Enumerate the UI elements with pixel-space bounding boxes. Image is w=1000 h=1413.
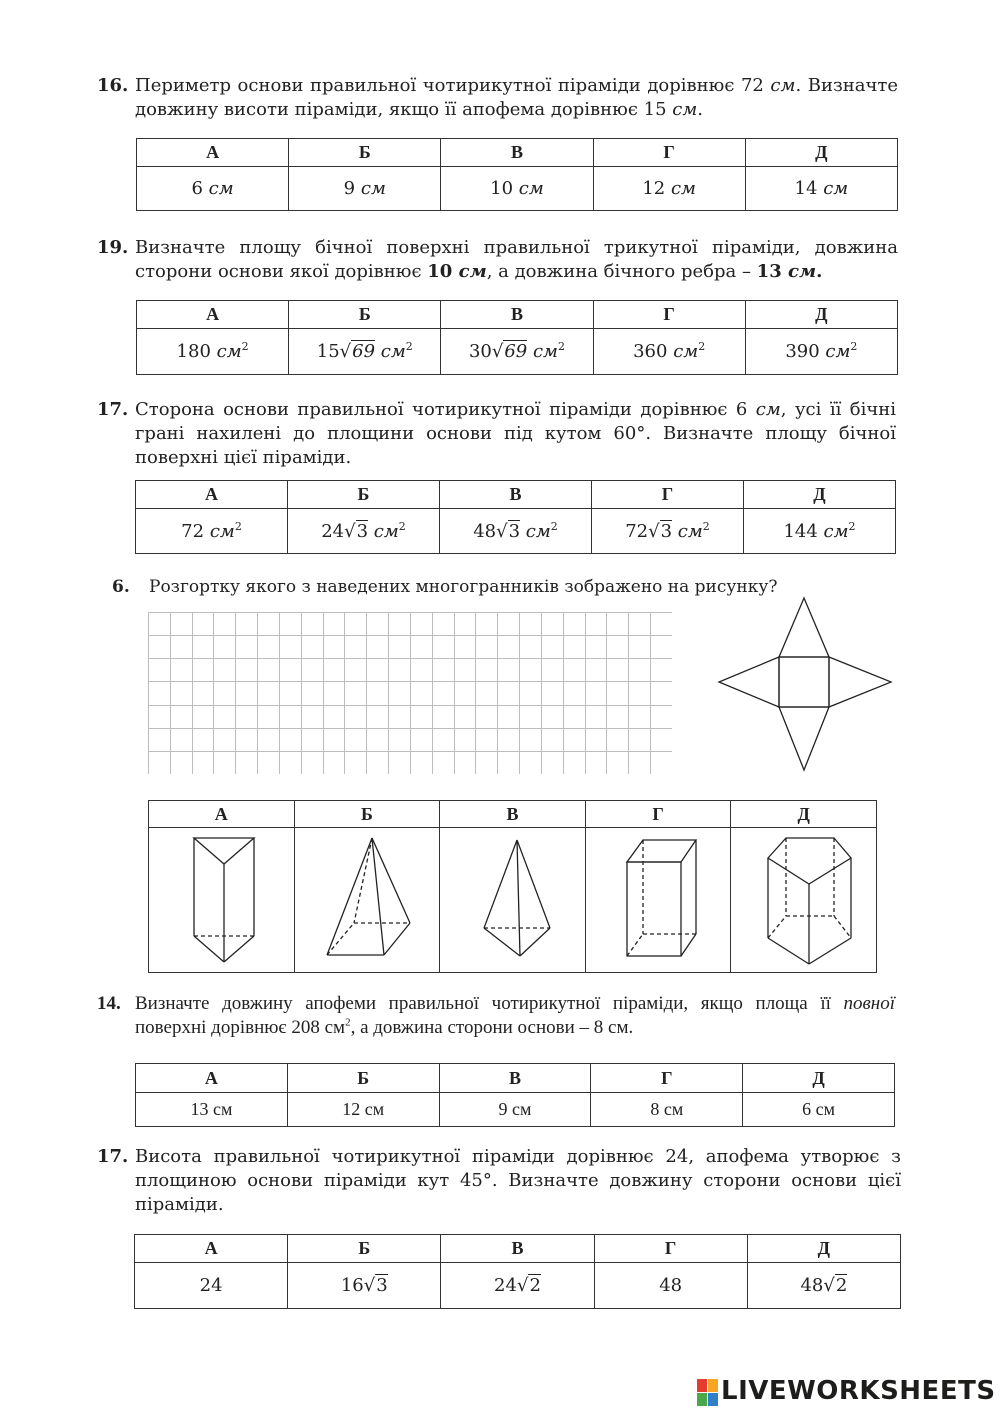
logo-text: LIVEWORKSHEETS (721, 1376, 996, 1406)
answer-table-17b (134, 1234, 901, 1309)
option-g-rectangular-prism[interactable] (585, 828, 731, 973)
question-text: , усі її бічні грані нахилені до площини основи під кутом 60°. Визначте площу бічної поверхні цієї піраміди. (135, 399, 897, 468)
answer-cell[interactable]: 9 см (289, 167, 441, 211)
question-text: , а довжина бічного ребра – (486, 261, 757, 282)
answer-table-16 (136, 138, 898, 211)
answer-cell[interactable]: 72√3 $см^2$ (592, 509, 744, 554)
liveworksheets-logo[interactable] (697, 1378, 997, 1412)
figure-options-table (148, 800, 877, 973)
answer-grid[interactable] (148, 612, 672, 774)
rect-prism-figure (588, 828, 728, 968)
option-header: А (137, 301, 289, 329)
net-triangle-top (779, 598, 829, 657)
unit: см (672, 99, 698, 120)
question-text: Висота правильної чотирикутної піраміди дорівнює 24, апофема утворює з площиною основи піраміди кут 45°. Визначте довжину сторони основи цієї піраміди. (135, 1146, 901, 1215)
answer-cell[interactable]: 30√69 $см^2$ (441, 329, 593, 375)
answer-cell[interactable]: 24√3 $см^2$ (288, 509, 440, 554)
option-header: Д (731, 801, 877, 828)
net-triangle-bottom (779, 707, 829, 770)
answer-cell[interactable]: 24√2 (441, 1263, 594, 1309)
question-number: 17. (97, 399, 129, 420)
option-b-quadrilateral-pyramid[interactable] (294, 828, 440, 973)
option-header: А (135, 1235, 288, 1263)
answer-cell[interactable]: 9 см (439, 1093, 591, 1127)
option-header: Д (744, 481, 896, 509)
option-header: В (441, 301, 593, 329)
option-header: Г (593, 301, 745, 329)
answer-cell[interactable]: 48 (594, 1263, 747, 1309)
net-triangle-right (829, 657, 891, 707)
answer-cell[interactable]: 12 см (593, 167, 745, 211)
question-text: Периметр основи правильної чотирикутної піраміди дорівнює 72 (135, 75, 771, 96)
answer-table-14 (135, 1063, 895, 1127)
answer-cell[interactable]: 180 $см^2$ (137, 329, 289, 375)
answer-cell[interactable]: 6 см (137, 167, 289, 211)
option-header: В (440, 481, 592, 509)
net-square-base (779, 657, 829, 707)
answer-cell[interactable]: 12 см (287, 1093, 439, 1127)
emphasis: повної (843, 993, 895, 1014)
answer-table-17a (135, 480, 896, 554)
option-header: Г (594, 1235, 747, 1263)
option-v-triangular-pyramid[interactable] (440, 828, 586, 973)
triangular-prism-figure (151, 828, 291, 968)
question-6 (112, 575, 812, 599)
answer-cell[interactable]: 14 см (745, 167, 897, 211)
answer-cell[interactable]: 390 $см^2$ (745, 329, 897, 375)
question-text: поверхні дорівнює 208 см (135, 1017, 346, 1038)
question-text: , а довжина сторони основи – 8 см. (350, 1017, 634, 1038)
unit: см (458, 261, 487, 282)
option-header: В (439, 1064, 591, 1093)
option-header: Г (593, 139, 745, 167)
option-header: Д (747, 1235, 900, 1263)
answer-cell[interactable]: 10 см (441, 167, 593, 211)
question-17a (97, 398, 896, 470)
question-number: 16. (97, 75, 129, 96)
option-d-pentagonal-prism[interactable] (731, 828, 877, 973)
option-header: А (137, 139, 289, 167)
option-header: Б (288, 1235, 441, 1263)
answer-cell[interactable]: 13 см (136, 1093, 288, 1127)
option-header: А (149, 801, 295, 828)
option-header: Б (289, 301, 441, 329)
question-text: Розгортку якого з наведених многогранників зображено на рисунку? (149, 577, 778, 597)
net-triangle-left (719, 657, 779, 707)
unit: см (770, 75, 796, 96)
answer-cell[interactable]: 16√3 (288, 1263, 441, 1309)
tri-pyramid-figure (442, 828, 582, 968)
question-19 (97, 236, 898, 284)
option-header: Д (745, 139, 897, 167)
option-header: А (136, 481, 288, 509)
unit: см (755, 399, 781, 420)
option-header: Б (287, 1064, 439, 1093)
answer-cell[interactable]: 48√2 (747, 1263, 900, 1309)
option-a-triangular-prism[interactable] (149, 828, 295, 973)
option-header: Б (294, 801, 440, 828)
question-text: . Визначте довжину висоти піраміди, якщо її апофема дорівнює 15 (135, 75, 898, 120)
question-text: Визначте довжину апофеми правильної чотирикутної піраміди, якщо площа її (135, 993, 844, 1014)
pentagonal-prism-figure (734, 828, 874, 968)
answer-table-19 (136, 300, 898, 375)
option-header: Г (585, 801, 731, 828)
quad-pyramid-figure (297, 828, 437, 968)
option-header: Д (745, 301, 897, 329)
question-text: Визначте площу бічної поверхні правильної трикутної піраміди, довжина сторони основи якої дорівнює (135, 237, 898, 282)
answer-cell[interactable]: 6 см (743, 1093, 895, 1127)
answer-cell[interactable]: 360 $см^2$ (593, 329, 745, 375)
option-header: А (136, 1064, 288, 1093)
question-number: 6. (112, 577, 130, 597)
pyramid-net-figure (714, 594, 894, 774)
answer-cell[interactable]: 48√3 $см^2$ (440, 509, 592, 554)
option-header: Б (288, 481, 440, 509)
question-text: . (816, 261, 823, 282)
value: 13 (756, 261, 788, 282)
option-header: В (441, 1235, 594, 1263)
answer-cell[interactable]: 24 (135, 1263, 288, 1309)
value: 10 (427, 261, 459, 282)
option-header: Б (289, 139, 441, 167)
question-17b (97, 1145, 901, 1217)
option-header: Г (591, 1064, 743, 1093)
answer-cell[interactable]: 144 $см^2$ (744, 509, 896, 554)
answer-cell[interactable]: 15√69 $см^2$ (289, 329, 441, 375)
answer-cell[interactable]: 8 см (591, 1093, 743, 1127)
question-text: . (697, 99, 704, 120)
logo-icon (697, 1378, 719, 1408)
question-number: 17. (97, 1146, 129, 1167)
option-header: Г (592, 481, 744, 509)
option-header: В (440, 801, 586, 828)
answer-cell[interactable]: 72 $см^2$ (136, 509, 288, 554)
question-text: Сторона основи правильної чотирикутної піраміди дорівнює 6 (135, 399, 756, 420)
question-number: 19. (97, 237, 129, 258)
question-number: 14. (97, 993, 121, 1014)
option-header: Д (743, 1064, 895, 1093)
question-16 (97, 74, 898, 122)
option-header: В (441, 139, 593, 167)
unit: см (788, 261, 817, 282)
question-14: 14. Визначте довжину апофеми правильної чотирикутної піраміди, якщо площа її повної поверхні дорівнює 208 $см^2$, а довжина сторони основи – 8 см. (97, 993, 895, 1038)
